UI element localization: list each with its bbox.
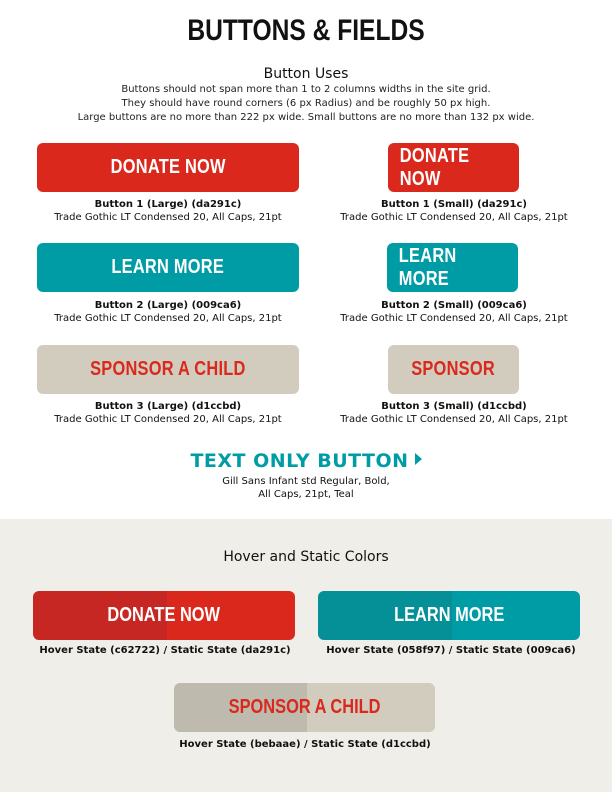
button-1-large-spec: Trade Gothic LT Condensed 20, All Caps, 21pt <box>54 212 282 223</box>
text-only-spec-line-1: Gill Sans Infant std Regular, Bold, <box>222 476 390 487</box>
button-uses-line-1: Buttons should not span more than 1 to 2 columns widths in the site grid. <box>121 84 491 95</box>
button-3-small-spec: Trade Gothic LT Condensed 20, All Caps, 21pt <box>340 414 568 425</box>
button-3-large-title: Button 3 (Large) (d1ccbd) <box>94 401 242 412</box>
sponsor-hover-static-caption: Hover State (bebaae) / Static State (d1ccbd) <box>179 739 431 750</box>
donate-now-large-button[interactable] <box>37 143 299 192</box>
button-1-small-spec: Trade Gothic LT Condensed 20, All Caps, 21pt <box>340 212 568 223</box>
donate-now-small-label: DONATE NOW <box>399 144 470 190</box>
text-only-button-caption <box>0 475 612 501</box>
button-uses-line-3: Large buttons are no more than 222 px wide. Small buttons are no more than 132 px wide. <box>77 112 535 123</box>
button-2-large-spec: Trade Gothic LT Condensed 20, All Caps, 21pt <box>54 313 282 324</box>
text-only-spec-line-2: All Caps, 21pt, Teal <box>258 489 354 500</box>
learn-more-hover-static-button[interactable] <box>318 591 580 640</box>
button-1-small-title: Button 1 (Small) (da291c) <box>381 199 527 210</box>
button-2-small-spec: Trade Gothic LT Condensed 20, All Caps, 21pt <box>340 313 568 324</box>
sponsor-a-child-hover-static-button[interactable] <box>174 683 435 732</box>
button-2-large-caption <box>28 299 308 325</box>
button-uses-heading: Button Uses <box>263 66 349 82</box>
sponsor-small-button[interactable] <box>388 345 519 394</box>
learn-more-small-button[interactable] <box>387 243 518 292</box>
button-2-small-title: Button 2 (Small) (009ca6) <box>381 300 527 311</box>
donate-hover-static-caption: Hover State (c62722) / Static State (da291c) <box>39 645 291 656</box>
page-title: BUTTONS & FIELDS <box>187 14 425 47</box>
button-1-large-caption <box>28 198 308 224</box>
sponsor-small-label: SPONSOR <box>411 358 496 380</box>
sponsor-a-child-large-label: SPONSOR A CHILD <box>90 358 246 380</box>
learn-more-large-button[interactable] <box>37 243 299 292</box>
button-1-small-caption <box>314 198 594 224</box>
learn-more-large-label: LEARN MORE <box>111 256 225 278</box>
button-3-large-spec: Trade Gothic LT Condensed 20, All Caps, 21pt <box>54 414 282 425</box>
donate-now-small-button[interactable] <box>388 143 519 192</box>
text-only-button[interactable] <box>0 450 612 472</box>
button-3-small-title: Button 3 (Small) (d1ccbd) <box>381 401 527 412</box>
button-3-small-caption <box>314 400 594 426</box>
sponsor-a-child-large-button[interactable] <box>37 345 299 394</box>
donate-now-hover-static-button[interactable] <box>33 591 295 640</box>
button-2-small-caption <box>314 299 594 325</box>
learn-hover-static-label: LEARN MORE <box>393 604 505 626</box>
donate-now-large-label: DONATE NOW <box>110 156 226 178</box>
text-only-button-label: TEXT ONLY BUTTON <box>190 450 409 472</box>
button-3-large-caption <box>28 400 308 426</box>
button-1-large-title: Button 1 (Large) (da291c) <box>94 199 242 210</box>
button-uses-line-2: They should have round corners (6 px Radius) and be roughly 50 px high. <box>121 98 491 109</box>
donate-hover-static-label: DONATE NOW <box>107 604 221 626</box>
hover-states-heading: Hover and Static Colors <box>223 549 389 565</box>
learn-more-small-label: LEARN MORE <box>398 244 457 290</box>
learn-hover-static-caption: Hover State (058f97) / Static State (009ca6) <box>326 645 576 656</box>
chevron-right-icon <box>415 453 422 465</box>
sponsor-hover-static-label: SPONSOR A CHILD <box>228 696 381 718</box>
button-2-large-title: Button 2 (Large) (009ca6) <box>94 300 242 311</box>
